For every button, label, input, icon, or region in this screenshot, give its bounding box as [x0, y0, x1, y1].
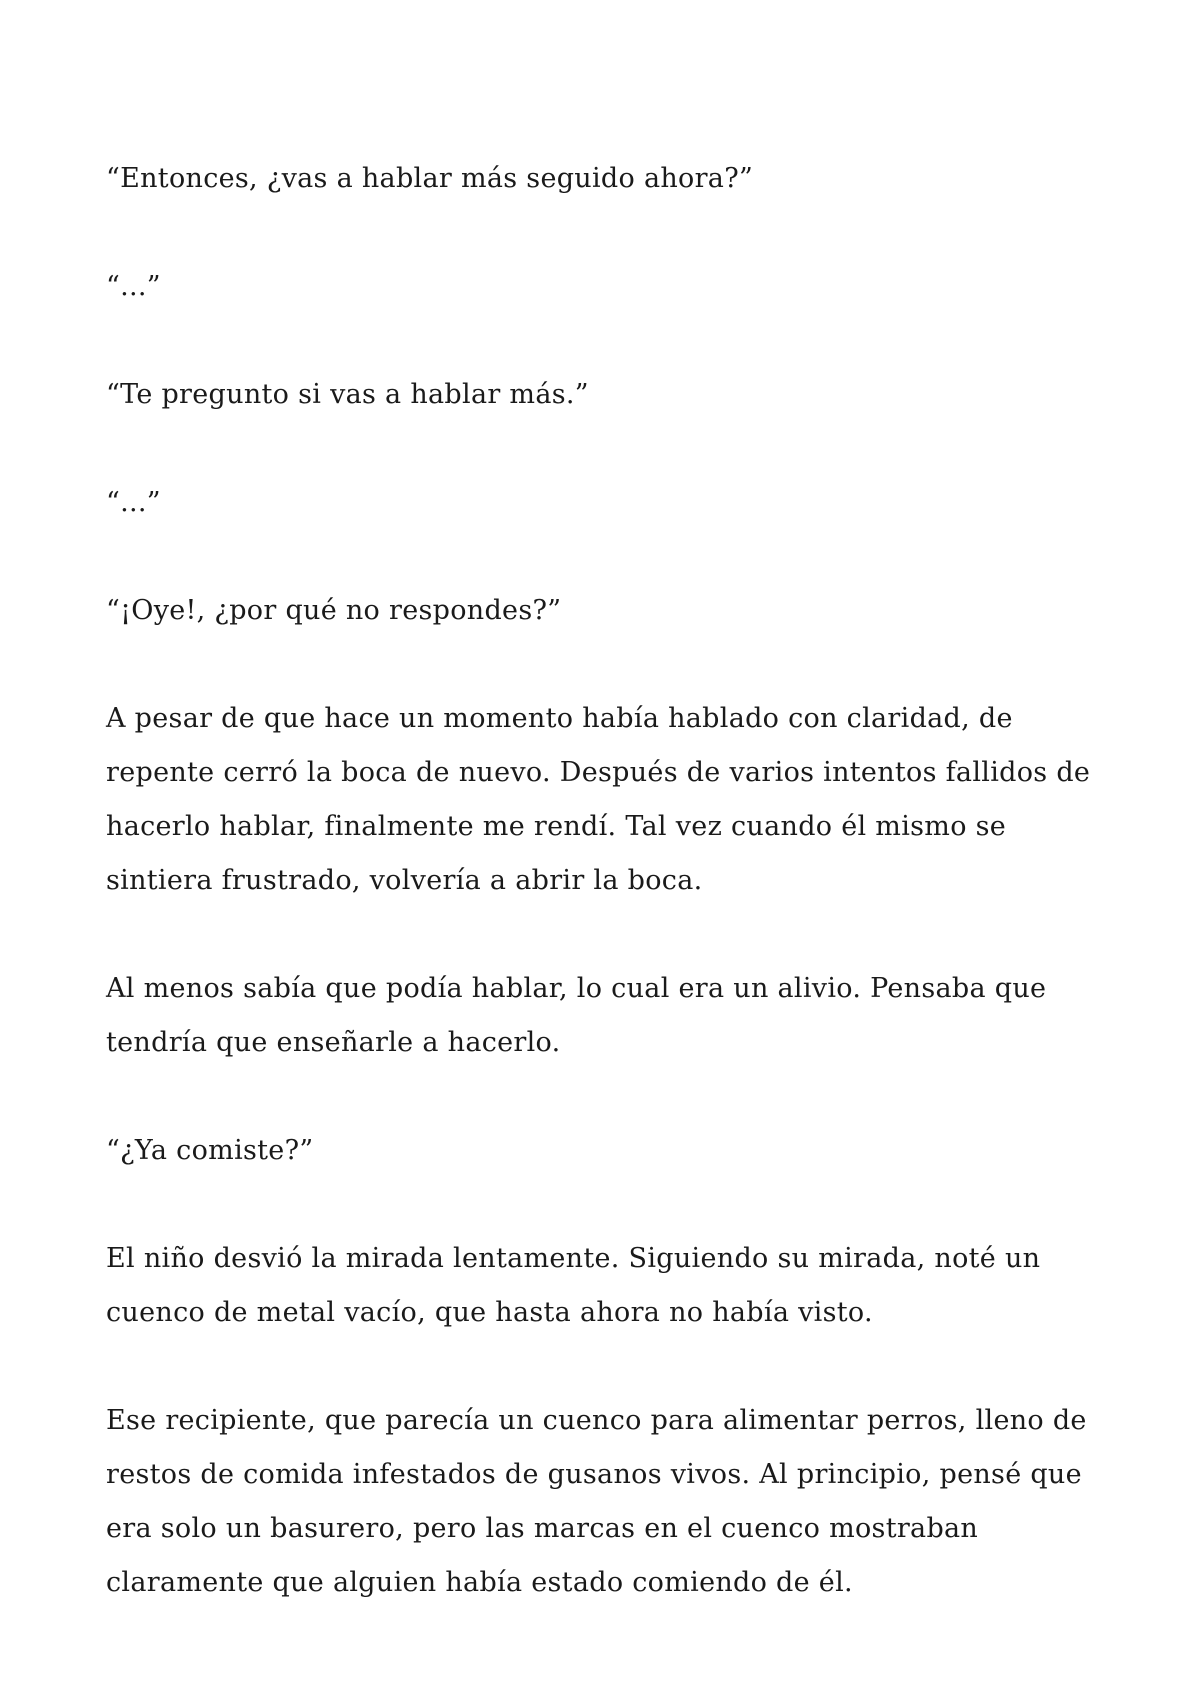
dialogue-line: “...”	[106, 271, 161, 302]
narrative-paragraph: El niño desvió la mirada lentamente. Siguiendo su mirada, noté un cuenco de metal vacío, que hasta ahora no había visto.	[106, 1243, 1041, 1328]
dialogue-line: “Entonces, ¿vas a hablar más seguido ahora?”	[106, 163, 754, 194]
narrative-paragraph: A pesar de que hace un momento había hablado con claridad, de repente cerró la boca de nuevo. Después de varios intentos fallidos de hacerlo hablar, finalmente me rendí. Tal vez cuando él mismo se sintiera frustrado, volvería a abrir la boca.	[106, 703, 1091, 896]
narrative-paragraph: Al menos sabía que podía hablar, lo cual era un alivio. Pensaba que tendría que enseñarle a hacerlo.	[106, 973, 1047, 1058]
dialogue-line: “Te pregunto si vas a hablar más.”	[106, 379, 589, 410]
dialogue-line: “¿Ya comiste?”	[106, 1135, 314, 1166]
dialogue-line: “...”	[106, 487, 161, 518]
document-page	[106, 152, 1106, 1610]
narrative-paragraph: Ese recipiente, que parecía un cuenco para alimentar perros, lleno de restos de comida infestados de gusanos vivos. Al principio, pensé que era solo un basurero, pero las marcas en el cuenco mostraban claramente que alguien había estado comiendo de él.	[106, 1405, 1087, 1598]
dialogue-line: “¡Oye!, ¿por qué no respondes?”	[106, 595, 562, 626]
